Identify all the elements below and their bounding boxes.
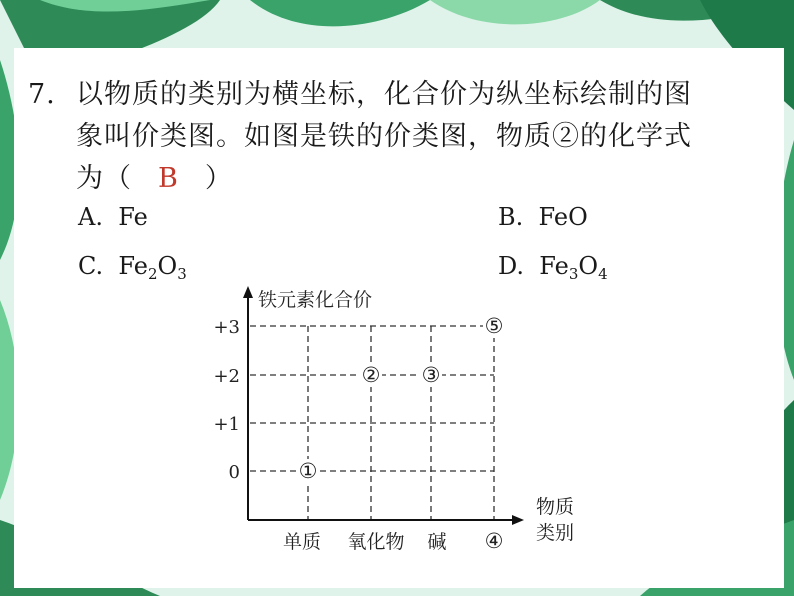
y-tick-zero: 0 bbox=[228, 462, 240, 483]
option-a-label: A. bbox=[78, 203, 103, 231]
point-1: ① bbox=[298, 459, 318, 483]
x-category-base: 碱 bbox=[427, 531, 447, 553]
option-c-sub-1: 2 bbox=[147, 265, 158, 283]
x-axis-title-line-1: 物质 bbox=[536, 496, 575, 518]
x-axis-arrow bbox=[512, 515, 524, 525]
point-5: ⑤ bbox=[484, 314, 504, 338]
y-axis-title: 铁元素化合价 bbox=[258, 289, 373, 311]
point-2: ② bbox=[361, 363, 381, 387]
y-axis-arrow bbox=[243, 286, 253, 298]
x-category-elemental: 单质 bbox=[282, 531, 322, 553]
option-c-formula-mid: O bbox=[157, 252, 178, 280]
option-c-formula-base: Fe bbox=[118, 252, 148, 280]
option-c-sub-2: 3 bbox=[177, 265, 187, 283]
option-d-sub-2: 4 bbox=[598, 265, 608, 283]
option-d-label: D. bbox=[498, 252, 525, 280]
x-category-oxide: 氧化物 bbox=[347, 531, 405, 553]
question-text-line-3-suffix: ） bbox=[204, 163, 233, 194]
y-tick-plus1: +1 bbox=[213, 414, 240, 435]
option-d-formula-mid: O bbox=[578, 252, 599, 280]
option-b-label: B. bbox=[498, 203, 524, 231]
y-tick-plus2: +2 bbox=[213, 366, 240, 387]
option-c-label: C. bbox=[78, 252, 104, 280]
option-d-formula-base: Fe bbox=[539, 252, 569, 280]
x-axis-title-line-2: 类别 bbox=[536, 522, 575, 544]
answer-text: B bbox=[158, 163, 179, 194]
question-text-line-1: 以物质的类别为横坐标，化合价为纵坐标绘制的图 bbox=[76, 79, 692, 110]
y-tick-plus3: +3 bbox=[213, 317, 240, 338]
point-3: ③ bbox=[421, 363, 441, 387]
option-b-formula: FeO bbox=[538, 203, 588, 231]
x-category-unknown-4: ④ bbox=[484, 529, 504, 553]
option-a-formula: Fe bbox=[118, 203, 148, 231]
option-d-sub-1: 3 bbox=[568, 265, 579, 283]
question-number: 7. bbox=[28, 79, 56, 110]
question-text-line-2: 象叫价类图。如图是铁的价类图，物质②的化学式 bbox=[76, 121, 692, 152]
question-text-line-3-prefix: 为（ bbox=[76, 163, 132, 194]
